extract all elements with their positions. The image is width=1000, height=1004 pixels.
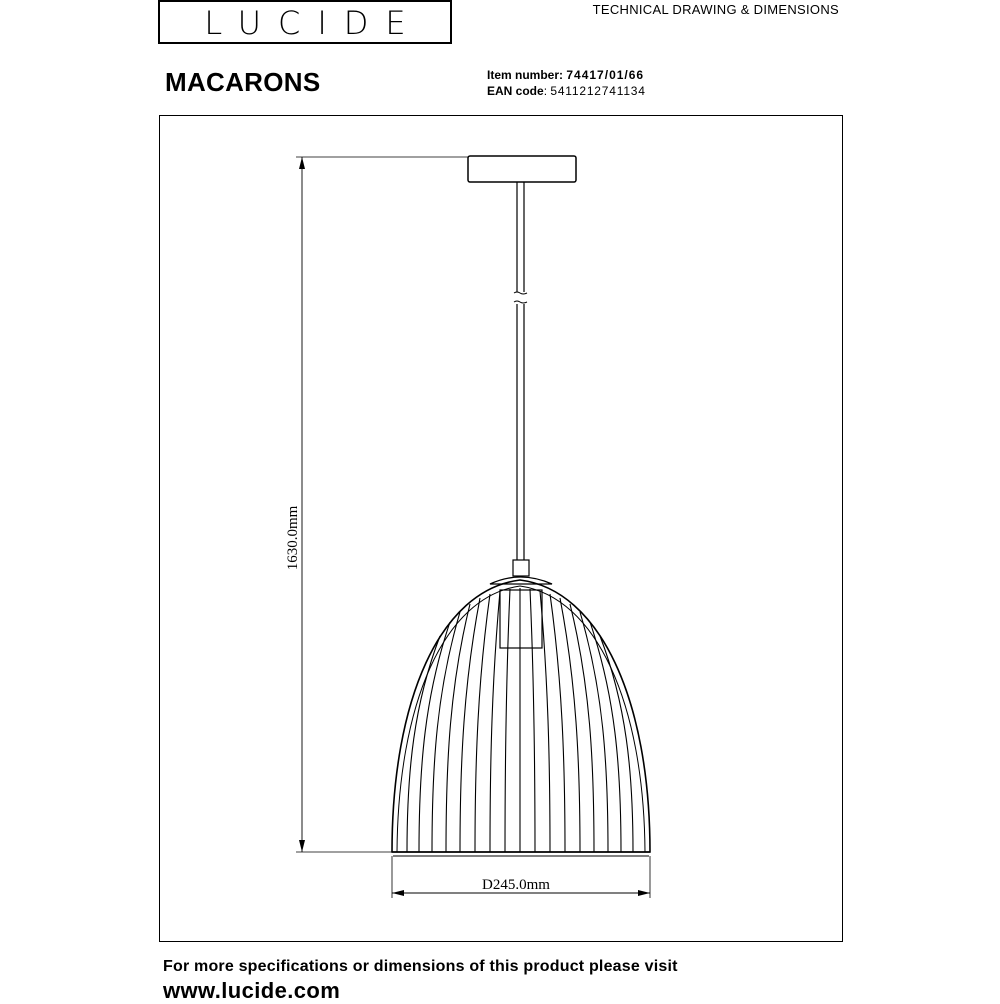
shade-ribs [407, 588, 633, 852]
item-number-colon: : [559, 68, 567, 82]
shade-rib [530, 589, 535, 852]
height-arrow-bottom [299, 840, 305, 852]
ean-label: EAN code [487, 84, 544, 98]
ean-colon: : [543, 84, 551, 98]
shade-rib [570, 604, 594, 852]
shade-rib [550, 594, 565, 852]
shade-outline [392, 580, 650, 852]
shade-rib [490, 591, 500, 852]
item-number-label: Item number [487, 68, 560, 82]
shade-rib [419, 622, 450, 852]
ceiling-canopy [468, 156, 576, 182]
brand-logo-text: LUCIDE [204, 4, 423, 42]
footer-note: For more specifications or dimensions of this product please visit [163, 958, 678, 975]
lamp-holder [500, 590, 542, 648]
document-title: TECHNICAL DRAWING & DIMENSIONS [592, 2, 839, 17]
height-dimension-label: 1630.0mm [285, 505, 301, 571]
shade-rib [475, 594, 490, 852]
item-number-value: 74417/01/66 [566, 68, 645, 82]
diameter-arrow-right [638, 890, 650, 896]
diameter-dimension-label: D245.0mm [482, 877, 550, 893]
shade-rib [446, 604, 470, 852]
diameter-arrow-left [392, 890, 404, 896]
product-name: MACARONS [165, 67, 321, 97]
cable-holder [513, 560, 529, 576]
footer-url[interactable]: www.lucide.com [163, 978, 341, 1003]
shade-rib [505, 589, 510, 852]
height-arrow-top [299, 157, 305, 169]
ean-value: 5411212741134 [550, 84, 646, 98]
